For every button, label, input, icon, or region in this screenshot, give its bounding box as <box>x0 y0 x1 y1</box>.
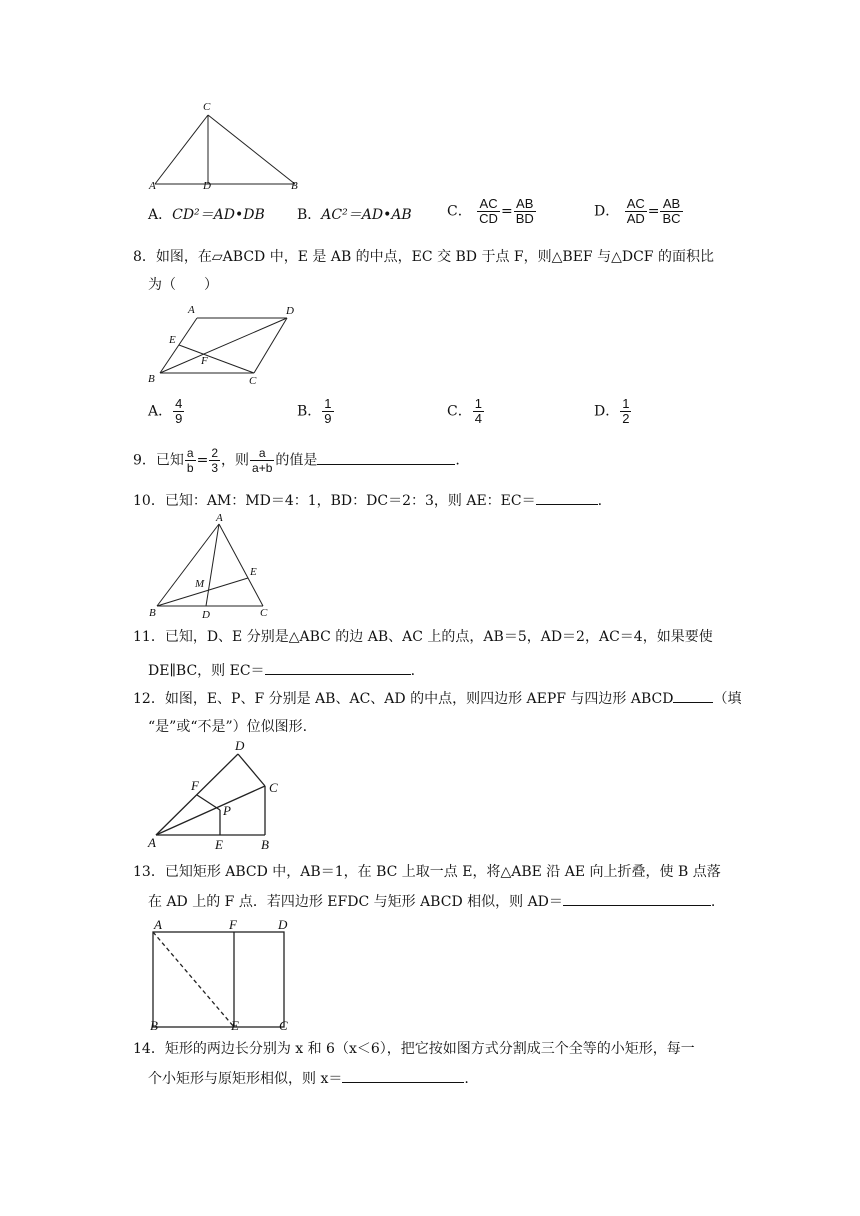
q9-line: 9．已知 $\frac{a}{b}$ = $\frac{2}{3}$ ，则 $\frac{a}{a+b}$ 的值是 . <box>133 446 460 475</box>
label-p: P <box>223 803 231 818</box>
label-c: C <box>203 101 211 113</box>
label-f: F <box>191 778 199 793</box>
q8-line2: 为（ ） <box>148 277 218 293</box>
label-b: B <box>291 180 298 192</box>
label-a: A <box>149 180 156 192</box>
label-b: B <box>148 373 155 385</box>
q7-option-b: B．AC²＝AD•AB <box>297 207 412 223</box>
label-f: F <box>229 917 237 932</box>
label-e: E <box>215 837 223 852</box>
label-a: A <box>216 512 223 524</box>
label-b: B <box>261 837 269 852</box>
q12-answer-blank[interactable] <box>673 688 713 703</box>
label-c: C <box>269 780 278 795</box>
label-c: C <box>249 375 257 387</box>
label-a: A <box>148 835 156 850</box>
q14-line1: 14．矩形的两边长分别为 x 和 6（x＜6），把它按如图方式分割成三个全等的小矩形，每一 <box>133 1041 695 1057</box>
q7-option-c: C． $\frac{AC}{CD}$ = $\frac{AB}{BD}$ <box>447 196 534 226</box>
label-e: E <box>169 334 176 346</box>
q8-line1: 8．如图，在▱ABCD 中，E 是 AB 的中点，EC 交 BD 于点 F，则△BEF 与△DCF 的面积比 <box>133 249 714 265</box>
label-a: A <box>154 917 162 932</box>
q14-answer-blank[interactable] <box>342 1068 464 1083</box>
q13-line1: 13．已知矩形 ABCD 中，AB＝1，在 BC 上取一点 E，将△ABE 沿 AE 向上折叠，使 B 点落 <box>133 864 721 880</box>
q13-line2: 在 AD 上的 F 点．若四边形 EFDC 与矩形 ABCD 相似，则 AD＝ . <box>148 891 715 912</box>
q11-line2: DE∥BC，则 EC＝ . <box>148 660 415 681</box>
q13-rectangle-figure <box>143 915 298 1033</box>
q10-line: 10．已知：AM：MD＝4：1，BD：DC＝2：3，则 AE：EC＝ . <box>133 490 602 511</box>
label-b: B <box>149 607 156 619</box>
q10-answer-blank[interactable] <box>536 490 598 505</box>
q12-line2: “是”或“不是”）位似图形. <box>148 719 308 735</box>
q11-answer-blank[interactable] <box>265 660 411 675</box>
q7-triangle-figure <box>140 98 310 193</box>
label-d: D <box>202 609 210 621</box>
label-c: C <box>279 1018 288 1033</box>
q7-option-a: A．CD²＝AD•DB <box>148 207 265 223</box>
q7-option-d: D． $\frac{AC}{AD}$ = $\frac{AB}{BC}$ <box>594 196 681 226</box>
label-e: E <box>231 1018 239 1033</box>
label-e: E <box>250 566 257 578</box>
q8-option-a: A． $\frac{4}{9}$ <box>148 396 183 426</box>
q8-option-c: C． $\frac{1}{4}$ <box>447 396 482 426</box>
label-m: M <box>195 578 205 590</box>
q14-line2: 个小矩形与原矩形相似，则 x＝ . <box>148 1068 469 1089</box>
label-b: B <box>150 1018 158 1033</box>
label-f: F <box>201 355 208 367</box>
q12-line1: 12．如图，E、P、F 分别是 AB、AC、AD 的中点，则四边形 AEPF 与四边形 ABCD （填 <box>133 688 741 709</box>
label-d: D <box>278 917 288 932</box>
q11-line1: 11．已知，D、E 分别是△ABC 的边 AB、AC 上的点，AB＝5，AD＝2，AC＝4，如果要使 <box>133 629 713 645</box>
label-c: C <box>260 607 268 619</box>
q12-quadrilateral-figure <box>145 740 290 852</box>
q9-answer-blank[interactable] <box>317 450 455 465</box>
label-d: D <box>203 180 211 192</box>
q13-answer-blank[interactable] <box>563 891 711 906</box>
label-d: D <box>286 305 294 317</box>
q10-triangle-figure <box>143 512 278 622</box>
q8-option-d: D． $\frac{1}{2}$ <box>594 396 630 426</box>
q8-parallelogram-figure <box>143 302 303 387</box>
label-a: A <box>188 304 195 316</box>
q8-option-b: B． $\frac{1}{9}$ <box>297 396 332 426</box>
label-d: D <box>235 740 245 753</box>
